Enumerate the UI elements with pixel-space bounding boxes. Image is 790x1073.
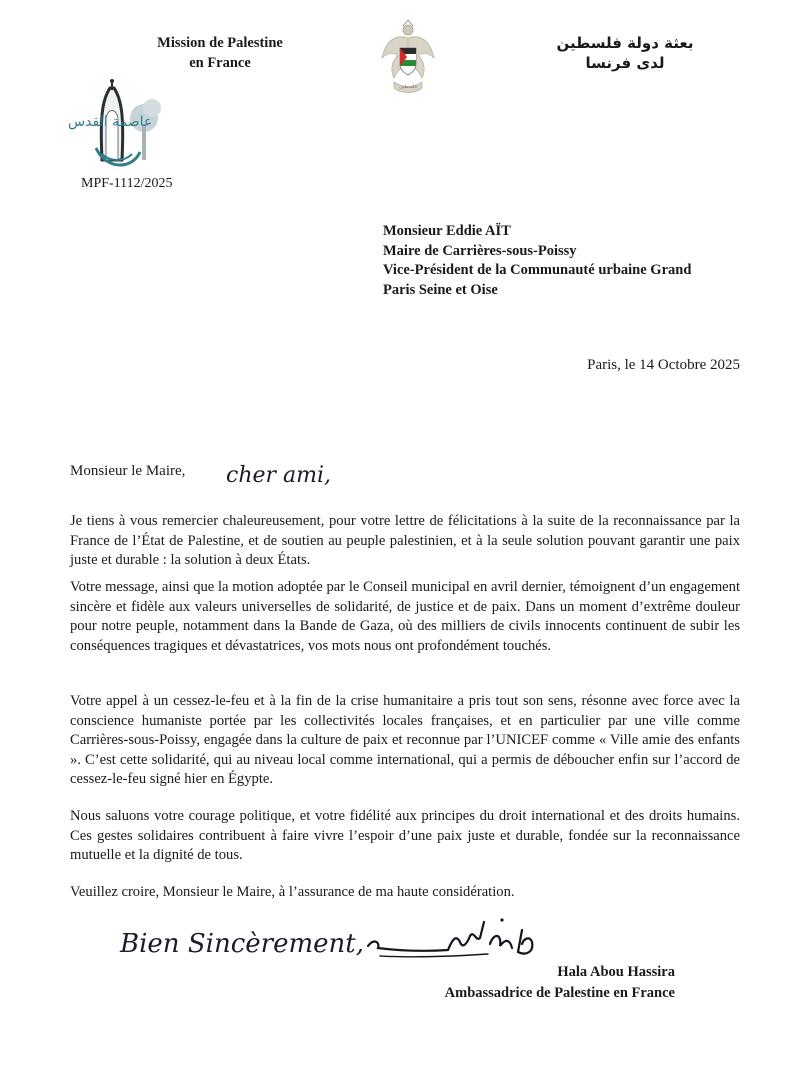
mission-fr-line1: Mission de Palestine [157, 35, 283, 51]
handwritten-salutation [224, 458, 332, 490]
recipient-block [383, 222, 753, 300]
svg-text:فلسطين: فلسطين [399, 84, 417, 90]
paragraph-2: Votre message, ainsi que la motion adoptée par le Conseil municipal en avril dernier, témoignent d’un engagement sincère et fidèle aux valeurs universelles de solidarité, de justice et de paix. Dans un moment d’extrême douleur pour notre peuple, notamment dans la Bande de Gaza, où des milliers de civils innocents continuent de subir les conséquences tragiques et dévastatrices, vos mots nous ont profondément touchés. [70, 579, 740, 654]
paragraph-1: Je tiens à vous remercier chaleureusement, pour votre lettre de félicitations à la suite de la reconnaissance par la France de l’État de Palestine, et de soutien au peuple palestinien, et à la seule solution pouvant garantir une paix juste et durable : la solution à deux États. [70, 513, 740, 569]
logo-text: عاصمة القدس [68, 114, 153, 130]
mission-ar-line2: لدى فرنسا [585, 54, 665, 72]
mission-name-french [140, 33, 300, 73]
al-quds-capital-logo-icon [66, 78, 161, 170]
mission-name-arabic [555, 33, 695, 73]
mission-fr-line2: en France [189, 55, 251, 71]
recipient-role-2: Vice-Président de la Communauté urbaine Grand [383, 262, 692, 278]
mission-ar-line1: بعثة دولة فلسطين [556, 34, 694, 52]
recipient-role-3: Paris Seine et Oise [383, 281, 498, 298]
handwritten-salutation-text: cher ami, [226, 463, 332, 488]
letter-date: Paris, le 14 Octobre 2025 [587, 357, 740, 373]
recipient-role: Maire de Carrières-sous-Poissy [383, 242, 577, 259]
paragraph-4: Nous saluons votre courage politique, et votre fidélité aux principes du droit international et des droits humains. Ces gestes solidaires contribuent à faire vivre l’espoir d’une paix juste et durable, fondée sur la reconnaissance mutuelle et la dignité de tous. [70, 808, 740, 864]
closing-formula: Veuillez croire, Monsieur le Maire, à l’assurance de ma haute considération. [70, 884, 515, 900]
palestine-eagle-emblem-icon [378, 18, 438, 98]
salutation: Monsieur le Maire, [70, 463, 186, 479]
reference-number: MPF-1112/2025 [81, 176, 173, 191]
signer-title: Ambassadrice de Palestine en France [444, 985, 675, 1001]
paragraph-3: Votre appel à un cessez-le-feu et à la fin de la crise humanitaire a pris tout son sens, résonne avec force avec la conscience humaniste portée par les collectivités locales françaises, et en particulier par une ville comme Carrières-sous-Poissy, engagée dans la culture de paix et reconnue par l’UNICEF comme « Ville amie des enfants ». C’est cette solidarité, qui au niveau local comme international, qui a permis de déboucher enfin sur l’accord de cessez-le-feu signé hier en Égypte. [70, 693, 740, 788]
handwritten-closing-text: Bien Sincèrement, [120, 929, 364, 959]
recipient-name: Monsieur Eddie AÏT [383, 223, 511, 239]
signer-name: Hala Abou Hassira [557, 964, 675, 980]
